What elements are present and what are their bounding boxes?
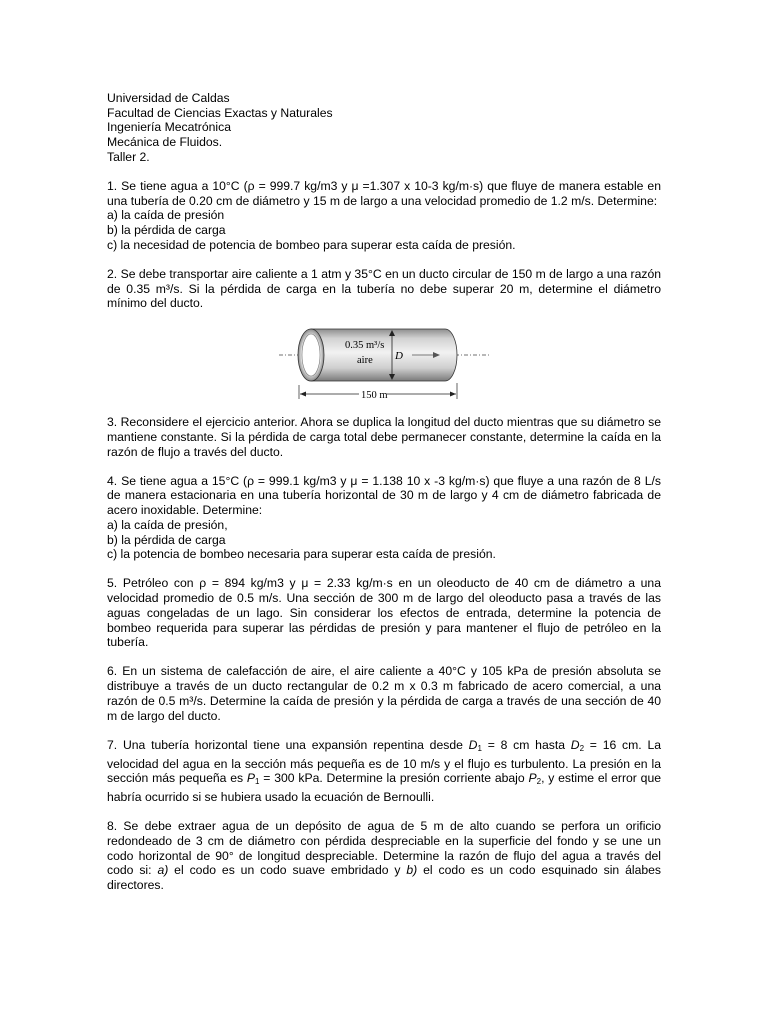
course-name: Mecánica de Fluidos. <box>107 135 223 150</box>
problem-1-item-c: c) la necesidad de potencia de bombeo para superar esta caída de presión. <box>107 237 516 252</box>
problem-1-statement: 1. Se tiene agua a 10°C (ρ = 999.7 kg/m3 y μ =1.307 x 10-3 kg/m·s) que fluye de manera estable en una tubería de 0.20 cm de diámetro y 15 m de largo a una velocidad promedio de 1.2 m/s. Determine: <box>107 179 661 208</box>
university-name: Universidad de Caldas <box>107 91 230 105</box>
item-b-mark: b) <box>406 863 418 878</box>
problem-8-statement: 8. Se debe extraer agua de un depósito de agua de 5 m de alto cuando se perfora un orificio redondeado de 3 cm de diámetro con pérdida despreciable en la superficie del fondo y se une un codo horizontal de 90° de longitud despreciable. Determine la razón de flujo del agua a través del codo si: a) el codo es un codo suave embridado y b) el codo es un codo esquinado sin álabes directores. <box>107 819 662 892</box>
problem-2-statement: 2. Se debe transportar aire caliente a 1 atm y 35°C en un ducto circular de 150 m de largo a una razón de 0.35 m³/s. Si la pérdida de carga en la tubería no debe superar 20 m, determine el diámetro mínimo del ducto. <box>107 267 661 311</box>
problem-4-item-b: b) la pérdida de carga <box>107 532 226 547</box>
duct-diagram <box>277 321 491 401</box>
symbol-p1: P <box>246 771 256 786</box>
problem-2 <box>107 267 661 311</box>
problem-6-statement: 6. En un sistema de calefacción de aire, el aire caliente a 40°C y 105 kPa de presión absoluta se distribuye a través de un ducto rectangular de 0.2 m x 0.3 m fabricado de acero comercial, a una razón de 0.5 m³/s. Determine la caída de presión y la pérdida de carga a través de una sección de 40 m de largo del ducto. <box>107 664 661 723</box>
problem-3-statement: 3. Reconsidere el ejercicio anterior. Ahora se duplica la longitud del ducto mientras que su diámetro se mantiene constante. Si la pérdida de carga total debe permanecer constante, determine la caída en la razón de flujo a través del ducto. <box>107 415 661 459</box>
problem-3 <box>107 415 661 459</box>
assignment-title: Taller 2. <box>107 149 150 164</box>
symbol-d2: D <box>570 737 580 752</box>
document-page <box>107 91 661 907</box>
fluid-label: aire <box>357 355 373 367</box>
length-arrow-right <box>450 392 456 397</box>
length-label: 150 m <box>361 390 388 402</box>
problem-4-item-c: c) la potencia de bombeo necesaria para superar esta caída de presión. <box>107 547 496 562</box>
length-arrow-left <box>300 392 306 397</box>
duct-inner <box>302 334 320 376</box>
problem-5-statement: 5. Petróleo con ρ = 894 kg/m3 y μ = 2.33 kg/m·s en un oleoducto de 40 cm de diámetro a una velocidad promedio de 0.5 m/s. Una sección de 300 m de largo del oleoducto pasa a través de las aguas congeladas de un lago. Sin considerar los efectos de entrada, determine la potencia de bombeo requerida para superar las pérdidas de presión y para mantener el flujo de petróleo en la tubería. <box>107 576 661 650</box>
problem-1 <box>107 179 661 253</box>
symbol-p2: P <box>528 771 537 786</box>
flow-rate-label: 0.35 m³/s <box>345 340 385 352</box>
problem-1-item-a: a) la caída de presión <box>107 208 225 223</box>
symbol-d1: D <box>468 737 478 752</box>
problem-8 <box>107 819 661 893</box>
problem-7 <box>107 738 661 805</box>
program-name: Ingeniería Mecatrónica <box>107 120 231 135</box>
problem-5 <box>107 576 661 650</box>
duct-figure <box>107 321 661 401</box>
problem-6 <box>107 664 661 723</box>
item-a-mark: a) <box>157 863 169 878</box>
problem-4 <box>107 474 661 562</box>
document-header <box>107 91 661 165</box>
problem-1-item-b: b) la pérdida de carga <box>107 223 226 238</box>
problem-4-statement: 4. Se tiene agua a 15°C (ρ = 999.1 kg/m3 y μ = 1.138 10 x -3 kg/m·s) que fluye a una razón de 8 L/s de manera estacionaria en una tubería horizontal de 30 m de largo y 4 cm de diámetro fabricada de acero inoxidable. Determine: <box>107 473 661 518</box>
diameter-label: D <box>395 350 403 363</box>
faculty-name: Facultad de Ciencias Exactas y Naturales <box>107 105 333 120</box>
problem-7-statement: 7. Una tubería horizontal tiene una expansión repentina desde $D_1 = 8$ cm hasta $D_2 = 16$ cm. La velocidad del agua en la sección más pequeña es de 10 m/s y el flujo es turbulento. La presión en la sección más pequeña es $P_1 = 300$ kPa. Determine la presión corriente abajo $P_2$, y estime el error que habría ocurrido si se hubiera usado la ecuación de Bernoulli. <box>107 737 662 804</box>
problem-4-item-a: a) la caída de presión, <box>107 517 228 532</box>
